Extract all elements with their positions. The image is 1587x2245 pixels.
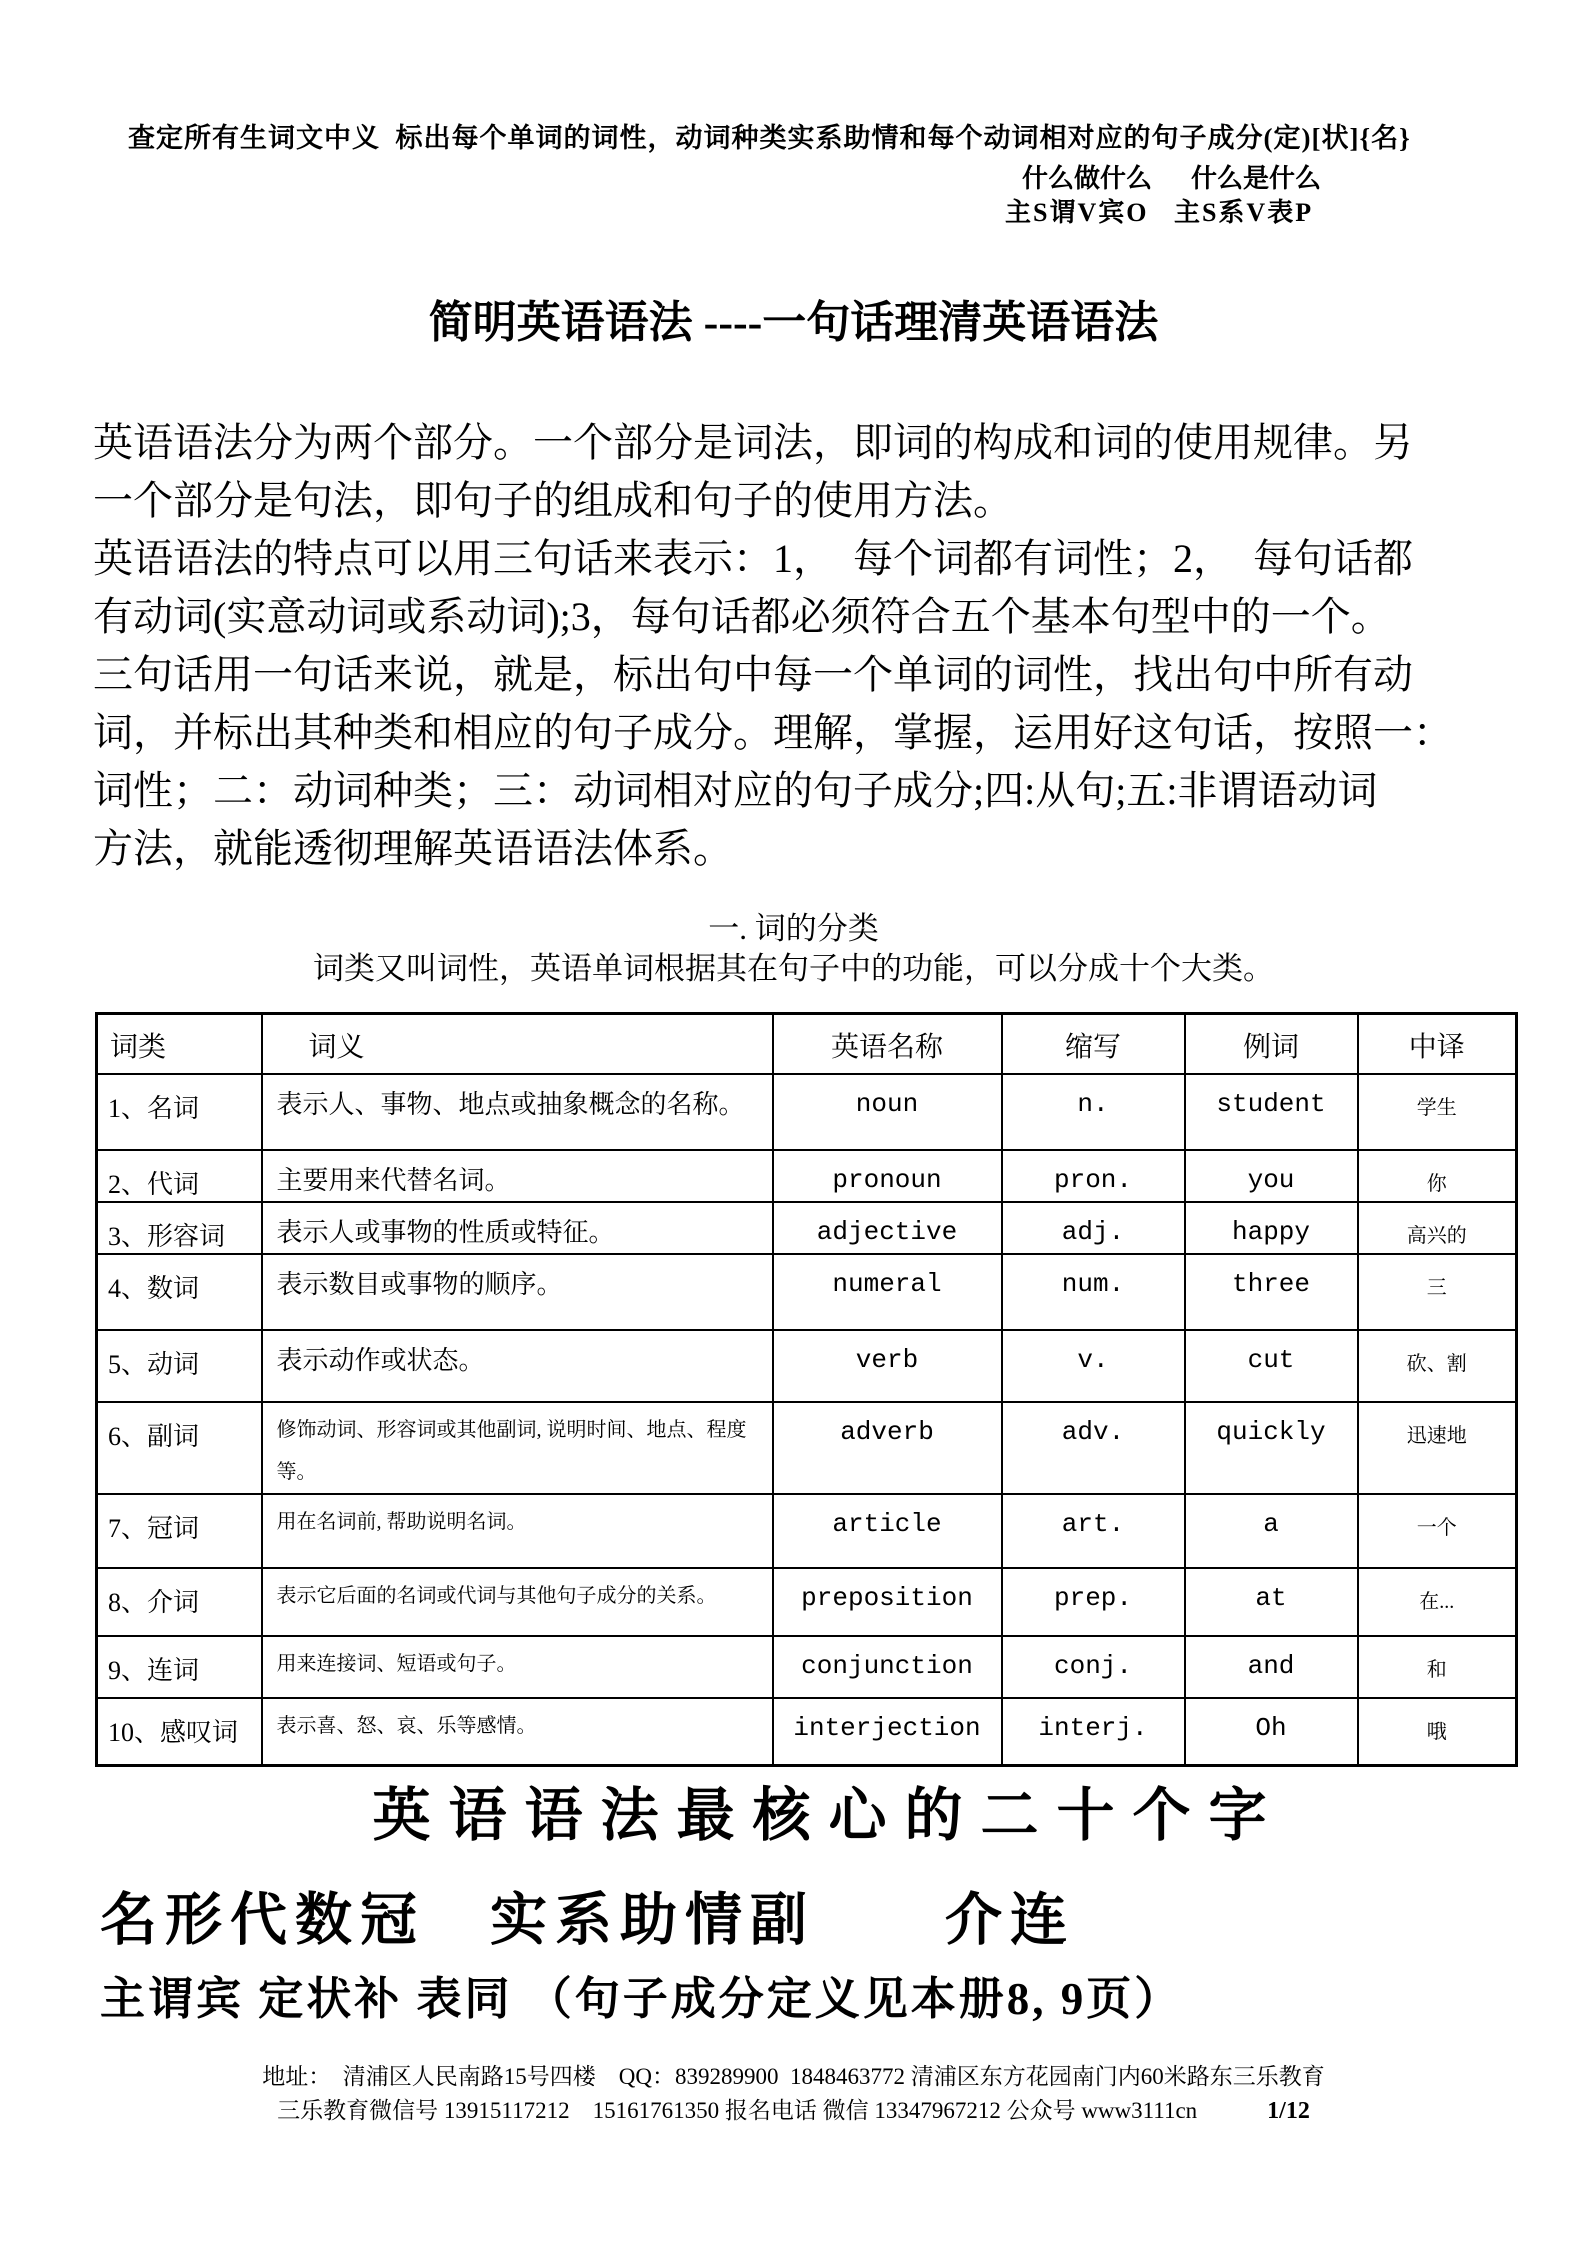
table-row <box>97 1494 1517 1568</box>
cell-meaning: 表示人或事物的性质或特征。 <box>262 1202 773 1254</box>
cell-example: a <box>1185 1494 1358 1568</box>
section-subtitle: 词类又叫词性，英语单词根据其在句子中的功能，可以分成十个大类。 <box>313 951 1274 986</box>
body-line: 词性；二：动词种类；三：动词相对应的句子成分;四:从句;五:非谓语动词 <box>93 768 1378 813</box>
cell-english: adverb <box>773 1402 1002 1494</box>
cell-abbr: conj. <box>1002 1636 1185 1698</box>
cell-abbr: pron. <box>1002 1150 1185 1202</box>
header-cell-class: 词类 <box>97 1014 262 1074</box>
cell-class: 1、名词 <box>97 1074 262 1150</box>
footer-contact <box>0 2092 1587 2125</box>
cell-translation: 在... <box>1358 1568 1517 1636</box>
cell-example: Oh <box>1185 1698 1358 1766</box>
cell-abbr: art. <box>1002 1494 1185 1568</box>
cell-translation: 和 <box>1358 1636 1517 1698</box>
cell-example: three <box>1185 1254 1358 1330</box>
cell-class: 9、连词 <box>97 1636 262 1698</box>
cell-example: quickly <box>1185 1402 1358 1494</box>
cell-example: at <box>1185 1568 1358 1636</box>
footer-address: 地址： 清浦区人民南路15号四楼 QQ：839289900 1848463772 清浦区东方花园南门内60米路东三乐教育 <box>262 2064 1325 2089</box>
cell-translation: 你 <box>1358 1150 1517 1202</box>
header-cell-english: 英语名称 <box>773 1014 1002 1074</box>
cell-class: 5、动词 <box>97 1330 262 1402</box>
cell-translation: 一个 <box>1358 1494 1517 1568</box>
cell-meaning: 用在名词前, 帮助说明名词。 <box>262 1494 773 1568</box>
cell-translation: 三 <box>1358 1254 1517 1330</box>
cell-english: adjective <box>773 1202 1002 1254</box>
parts-of-speech-table <box>95 1012 1518 1767</box>
cell-class: 3、形容词 <box>97 1202 262 1254</box>
cell-abbr: n. <box>1002 1074 1185 1150</box>
table-row <box>97 1202 1517 1254</box>
cell-abbr: adv. <box>1002 1402 1185 1494</box>
core-line-pos: 名形代数冠 实系助情副 介连 <box>100 1889 1075 1952</box>
cell-translation: 哦 <box>1358 1698 1517 1766</box>
cell-meaning: 修饰动词、形容词或其他副词, 说明时间、地点、程度等。 <box>262 1402 773 1494</box>
header-note-line2: 什么做什么 什么是什么 <box>1022 164 1322 193</box>
cell-meaning: 用来连接词、短语或句子。 <box>262 1636 773 1698</box>
body-line: 一个部分是句法，即句子的组成和句子的使用方法。 <box>93 478 1013 523</box>
cell-meaning: 表示喜、怒、哀、乐等感情。 <box>262 1698 773 1766</box>
header-note-line3: 主S谓V宾O 主S系V表P <box>1005 198 1314 227</box>
cell-english: preposition <box>773 1568 1002 1636</box>
cell-example: student <box>1185 1074 1358 1150</box>
cell-english: article <box>773 1494 1002 1568</box>
cell-meaning: 表示人、事物、地点或抽象概念的名称。 <box>262 1074 773 1150</box>
cell-example: you <box>1185 1150 1358 1202</box>
cell-translation: 砍、割 <box>1358 1330 1517 1402</box>
cell-class: 7、冠词 <box>97 1494 262 1568</box>
table-row <box>97 1568 1517 1636</box>
body-line: 三句话用一句话来说，就是，标出句中每一个单词的词性，找出句中所有动 <box>93 652 1413 697</box>
cell-english: pronoun <box>773 1150 1002 1202</box>
table-row <box>97 1636 1517 1698</box>
cell-example: and <box>1185 1636 1358 1698</box>
section-heading: 一. 词的分类 <box>708 911 879 946</box>
footer-contact-text: 三乐教育微信号 13915117212 15161761350 报名电话 微信 13347967212 公众号 www3111cn <box>277 2098 1198 2123</box>
cell-english: interjection <box>773 1698 1002 1766</box>
table-row <box>97 1150 1517 1202</box>
cell-abbr: prep. <box>1002 1568 1185 1636</box>
body-line: 英语语法的特点可以用三句话来表示：1， 每个词都有词性；2， 每句话都 <box>93 536 1413 581</box>
body-line: 方法，就能透彻理解英语语法体系。 <box>93 826 733 871</box>
page-title: 简明英语语法 ----一句话理清英语语法 <box>428 298 1159 347</box>
body-line: 词，并标出其种类和相应的句子成分。理解，掌握，运用好这句话，按照一： <box>93 710 1453 755</box>
cell-english: verb <box>773 1330 1002 1402</box>
core-line-components: 主谓宾 定状补 表同 （句子成分定义见本册8, 9页） <box>100 1974 1183 2024</box>
body-paragraph <box>93 414 1513 878</box>
cell-class: 2、代词 <box>97 1150 262 1202</box>
body-line: 英语语法分为两个部分。一个部分是词法，即词的构成和词的使用规律。另 <box>93 420 1413 465</box>
table-row <box>97 1402 1517 1494</box>
header-cell-example: 例词 <box>1185 1014 1358 1074</box>
cell-english: conjunction <box>773 1636 1002 1698</box>
cell-example: cut <box>1185 1330 1358 1402</box>
cell-abbr: v. <box>1002 1330 1185 1402</box>
table-row <box>97 1698 1517 1766</box>
cell-class: 6、副词 <box>97 1402 262 1494</box>
cell-meaning: 主要用来代替名词。 <box>262 1150 773 1202</box>
header-note-line1: 查定所有生词文中义 标出每个单词的词性，动词种类实系助情和每个动词相对应的句子成分(定)[状]{名} <box>128 123 1411 153</box>
cell-class: 4、数词 <box>97 1254 262 1330</box>
cell-example: happy <box>1185 1202 1358 1254</box>
cell-meaning: 表示它后面的名词或代词与其他句子成分的关系。 <box>262 1568 773 1636</box>
cell-abbr: adj. <box>1002 1202 1185 1254</box>
cell-abbr: interj. <box>1002 1698 1185 1766</box>
header-cell-meaning: 词义 <box>262 1014 773 1074</box>
page-number: 1/12 <box>1267 2098 1310 2124</box>
cell-class: 8、介词 <box>97 1568 262 1636</box>
cell-abbr: num. <box>1002 1254 1185 1330</box>
table-row <box>97 1254 1517 1330</box>
table-row <box>97 1330 1517 1402</box>
core-heading: 英语语法最核心的二十个字 <box>372 1783 1285 1848</box>
cell-english: noun <box>773 1074 1002 1150</box>
cell-english: numeral <box>773 1254 1002 1330</box>
cell-translation: 高兴的 <box>1358 1202 1517 1254</box>
table-header-row <box>97 1014 1517 1074</box>
table-row <box>97 1074 1517 1150</box>
header-cell-abbr: 缩写 <box>1002 1014 1185 1074</box>
body-line: 有动词(实意动词或系动词);3，每句话都必须符合五个基本句型中的一个。 <box>93 594 1391 639</box>
cell-translation: 迅速地 <box>1358 1402 1517 1494</box>
cell-meaning: 表示动作或状态。 <box>262 1330 773 1402</box>
cell-meaning: 表示数目或事物的顺序。 <box>262 1254 773 1330</box>
header-cell-translation: 中译 <box>1358 1014 1517 1074</box>
cell-class: 10、感叹词 <box>97 1698 262 1766</box>
cell-translation: 学生 <box>1358 1074 1517 1150</box>
